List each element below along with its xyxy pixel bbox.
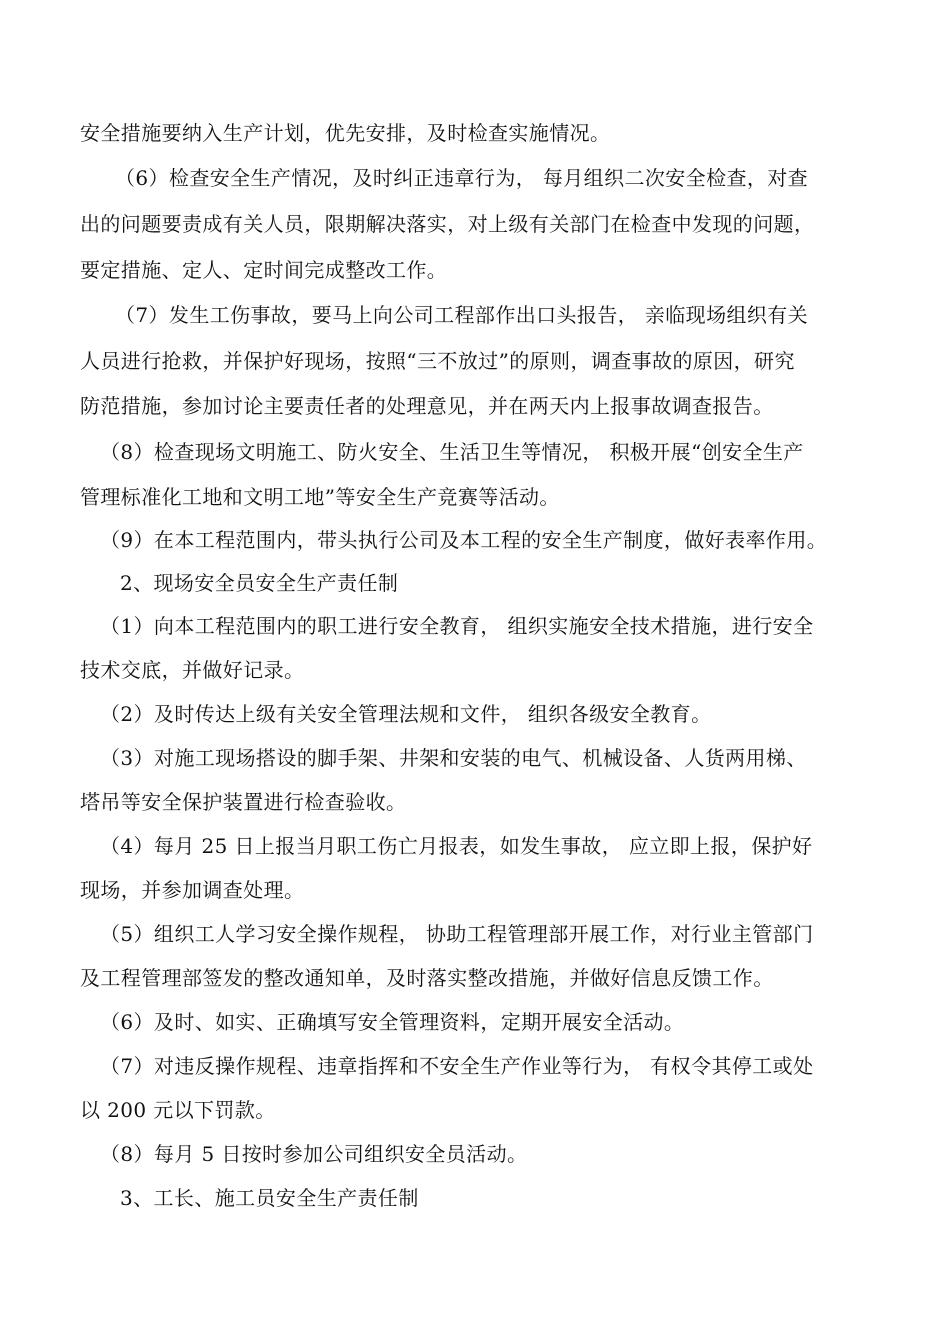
text-line: 出的问题要责成有关人员，限期解决落实，对上级有关部门在检查中发现的问题， <box>80 212 815 236</box>
text-line: （6）及时、如实、正确填写安全管理资料，定期开展安全活动。 <box>100 1010 685 1034</box>
text-line: （5）组织工人学习安全操作规程， 协助工程管理部开展工作，对行业主管部门 <box>100 922 814 946</box>
text-line: 及工程管理部签发的整改通知单，及时落实整改措施，并做好信息反馈工作。 <box>80 966 774 990</box>
text-line: （1）向本工程范围内的职工进行安全教育， 组织实施安全技术措施，进行安全 <box>100 614 814 638</box>
text-line: 现场，并参加调查处理。 <box>80 878 305 902</box>
text-line: （8）检查现场文明施工、防火安全、生活卫生等情况， 积极开展“创安全生产 <box>100 440 804 464</box>
text-line: 要定措施、定人、定时间完成整改工作。 <box>80 258 448 282</box>
text-line: 安全措施要纳入生产计划，优先安排，及时检查实施情况。 <box>80 121 611 145</box>
section-heading: 2、现场安全员安全生产责任制 <box>120 571 399 595</box>
text-line: 人员进行抢救，并保护好现场，按照“三不放过”的原则，调查事故的原因，研究 <box>80 349 795 373</box>
text-line: 管理标准化工地和文明工地”等安全生产竞赛等活动。 <box>80 485 560 509</box>
text-line: 技术交底，并做好记录。 <box>80 658 305 682</box>
text-line: （9）在本工程范围内，带头执行公司及本工程的安全生产制度，做好表率作用。 <box>100 528 828 552</box>
text-line: （7）发生工伤事故，要马上向公司工程部作出口头报告， 亲临现场组织有关 <box>115 303 809 327</box>
text-line: 塔吊等安全保护装置进行检查验收。 <box>80 790 407 814</box>
text-line: 以 200 元以下罚款。 <box>80 1098 276 1122</box>
text-line: （6）检查安全生产情况，及时纠正违章行为， 每月组织二次安全检查，对查 <box>115 166 809 190</box>
section-heading: 3、工长、施工员安全生产责任制 <box>120 1186 419 1210</box>
text-line: （3）对施工现场搭设的脚手架、井架和安装的电气、机械设备、人货两用梯、 <box>100 746 807 770</box>
text-line: （7）对违反操作规程、违章指挥和不安全生产作业等行为， 有权令其停工或处 <box>100 1054 814 1078</box>
text-line: （2）及时传达上级有关安全管理法规和文件， 组织各级安全教育。 <box>100 702 712 726</box>
text-line: （8）每月 5 日按时参加公司组织安全员活动。 <box>100 1142 528 1166</box>
text-line: 防范措施，参加讨论主要责任者的处理意见，并在两天内上报事故调查报告。 <box>80 394 774 418</box>
text-line: （4）每月 25 日上报当月职工伤亡月报表，如发生事故， 应立即上报，保护好 <box>100 834 813 858</box>
